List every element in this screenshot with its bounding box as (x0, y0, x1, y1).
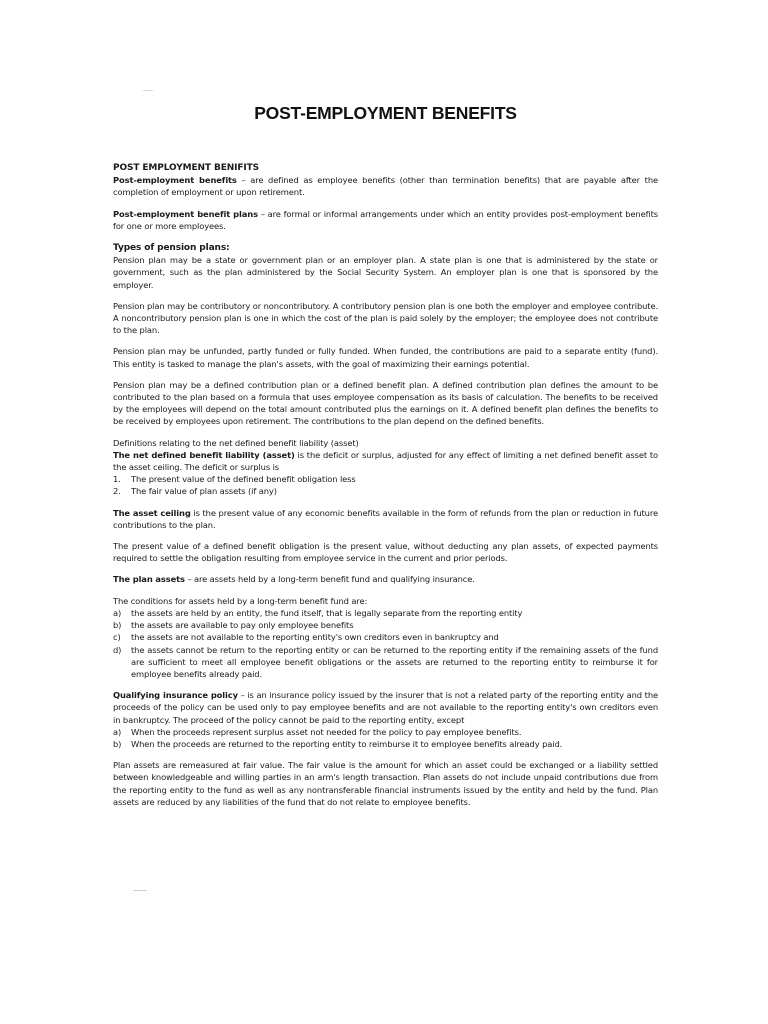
definition-text: – are assets held by a long-term benefit fund and qualifying insurance. (184, 574, 475, 585)
list-marker: b) (113, 620, 122, 631)
conditions-list (113, 607, 658, 680)
term-plan-assets: The plan assets (113, 574, 185, 585)
list-item (113, 644, 658, 681)
list-item-text: the assets are held by an entity, the fund itself, that is legally separate from the reporting entity (131, 607, 523, 618)
list-marker: a) (113, 726, 122, 737)
list-item (113, 473, 658, 485)
list-item (113, 631, 658, 643)
list-marker: b) (113, 738, 122, 749)
list-marker: a) (113, 607, 122, 618)
list-item (113, 726, 658, 738)
term-benefit-plans: Post-employment benefit plans (113, 208, 258, 219)
definition-text: – is an insurance policy issued by the insurer that is not a related party of the reporting entity and the proceeds of the policy can be used only to pay employee benefits and are not available to the reporting entity's own creditors even in bankruptcy. The proceed of the policy cannot be paid to the reporting entity, except (113, 690, 659, 725)
numbered-list (113, 473, 658, 497)
list-marker: 2. (113, 486, 121, 497)
paragraph-state-employer-plan: Pension plan may be a state or government plan or an employer plan. A state plan is one that is administered by the state or government, such as the plan administered by the Social Security System. An employer plan is one that is sponsored by the employer. (113, 255, 658, 290)
scan-mark-top (143, 90, 153, 91)
paragraph-funded: Pension plan may be unfunded, partly funded or fully funded. When funded, the contributions are paid to a separate entity (fund). This entity is tasked to manage the plan's assets, with the goal of maximizing their earnings potential. (113, 346, 658, 369)
definition-text: is the deficit or surplus, adjusted for any effect of limiting a net defined benefit asset to the asset ceiling. The deficit or surplus is (113, 449, 658, 473)
term-post-employment-benefits: Post-employment benefits (113, 175, 237, 186)
list-item-text: the assets cannot be return to the reporting entity or can be returned to the reporting entity if the remaining assets of the fund are sufficient to meet all employee benefit obligations or the assets are returned to the reporting entity to reimburse it for employee benefits already paid. (131, 644, 658, 679)
list-marker: d) (113, 644, 122, 655)
paragraph-plan-assets (113, 573, 658, 585)
list-item-text: The present value of the defined benefit obligation less (131, 474, 356, 485)
document-body (113, 161, 658, 817)
paragraph-net-defined-benefit (113, 449, 658, 473)
paragraph-fair-value: Plan assets are remeasured at fair value. The fair value is the amount for which an asset could be exchanged or a liability settled between knowledgeable and willing parties in an arm's length transaction. Plan assets do not include unpaid contributions due from the reporting entity to the fund as well as any nontransferable financial instruments issued by the entity and held by the fund. Plan assets are reduced by any liabilities of the fund that do not relate to employee benefits. (113, 760, 658, 807)
paragraph-defined-contribution: Pension plan may be a defined contribution plan or a defined benefit plan. A defined contribution plan defines the amount to be contributed to the plan based on a formula that uses employee compensation as its basis of calculation. The benefits to be received by the employees will depend on the total amount contributed plus the earnings on it. A defined benefit plan defines the benefits to be received by employees upon retirement. The contributions to the plan depend on the defined benefits. (113, 379, 658, 427)
list-marker: c) (113, 632, 121, 643)
term-qualifying-insurance: Qualifying insurance policy (113, 690, 238, 701)
conditions-intro: The conditions for assets held by a long-term benefit fund are: (113, 595, 368, 606)
paragraph-present-value: The present value of a defined benefit obligation is the present value, without deducting any plan assets, of expected payments required to settle the obligation resulting from employee service in the current and prior periods. (113, 541, 658, 564)
paragraph-post-employment-benefits (113, 174, 658, 198)
term-asset-ceiling: The asset ceiling (113, 507, 191, 518)
definition-text: – are formal or informal arrangements under which an entity provides post-employment benefits for one or more employees. (113, 208, 658, 231)
list-item-text: the assets are not available to the reporting entity's own creditors even in bankruptcy and (131, 632, 499, 643)
paragraph-contributory: Pension plan may be contributory or noncontributory. A contributory pension plan is one both the employer and employee contribute. A noncontributory pension plan is one in which the cost of the plan is paid solely by the employer; the employee does not contribute to the plan. (113, 300, 658, 336)
definitions-intro: Definitions relating to the net defined benefit liability (asset) (113, 437, 359, 448)
types-heading (113, 241, 658, 254)
list-item-text: The fair value of plan assets (if any) (131, 486, 277, 497)
types-heading-text: Types of pension plans: (113, 243, 230, 254)
definition-text: – are defined as employee benefits (other than termination benefits) that are payable after the completion of employment or upon retirement. (113, 175, 658, 198)
list-item-text: the assets are available to pay only employee benefits (131, 620, 354, 631)
definition-text: is the present value of any economic benefits available in the form of refunds from the plan or reduction in future contributions to the plan. (113, 507, 658, 530)
list-marker: 1. (113, 474, 121, 485)
list-item (113, 485, 658, 497)
page-title: POST-EMPLOYMENT BENEFITS (254, 103, 517, 123)
list-item-text: When the proceeds are returned to the reporting entity to reimburse it to employee benefits already paid. (131, 738, 563, 749)
list-item (113, 607, 658, 619)
paragraph-asset-ceiling (113, 507, 658, 531)
term-net-defined-benefit: The net defined benefit liability (asset) (113, 449, 295, 460)
policy-exceptions-list (113, 726, 658, 750)
list-item (113, 619, 658, 631)
paragraph-qualifying-insurance (113, 689, 658, 726)
paragraph-benefit-plans (113, 208, 658, 232)
section-heading-text: POST EMPLOYMENT BENIFITS (113, 163, 259, 173)
section-heading (113, 161, 658, 174)
list-item-text: When the proceeds represent surplus asset not needed for the policy to pay employee benefits. (131, 726, 522, 737)
scan-mark-bottom (133, 890, 147, 891)
list-item (113, 738, 658, 750)
